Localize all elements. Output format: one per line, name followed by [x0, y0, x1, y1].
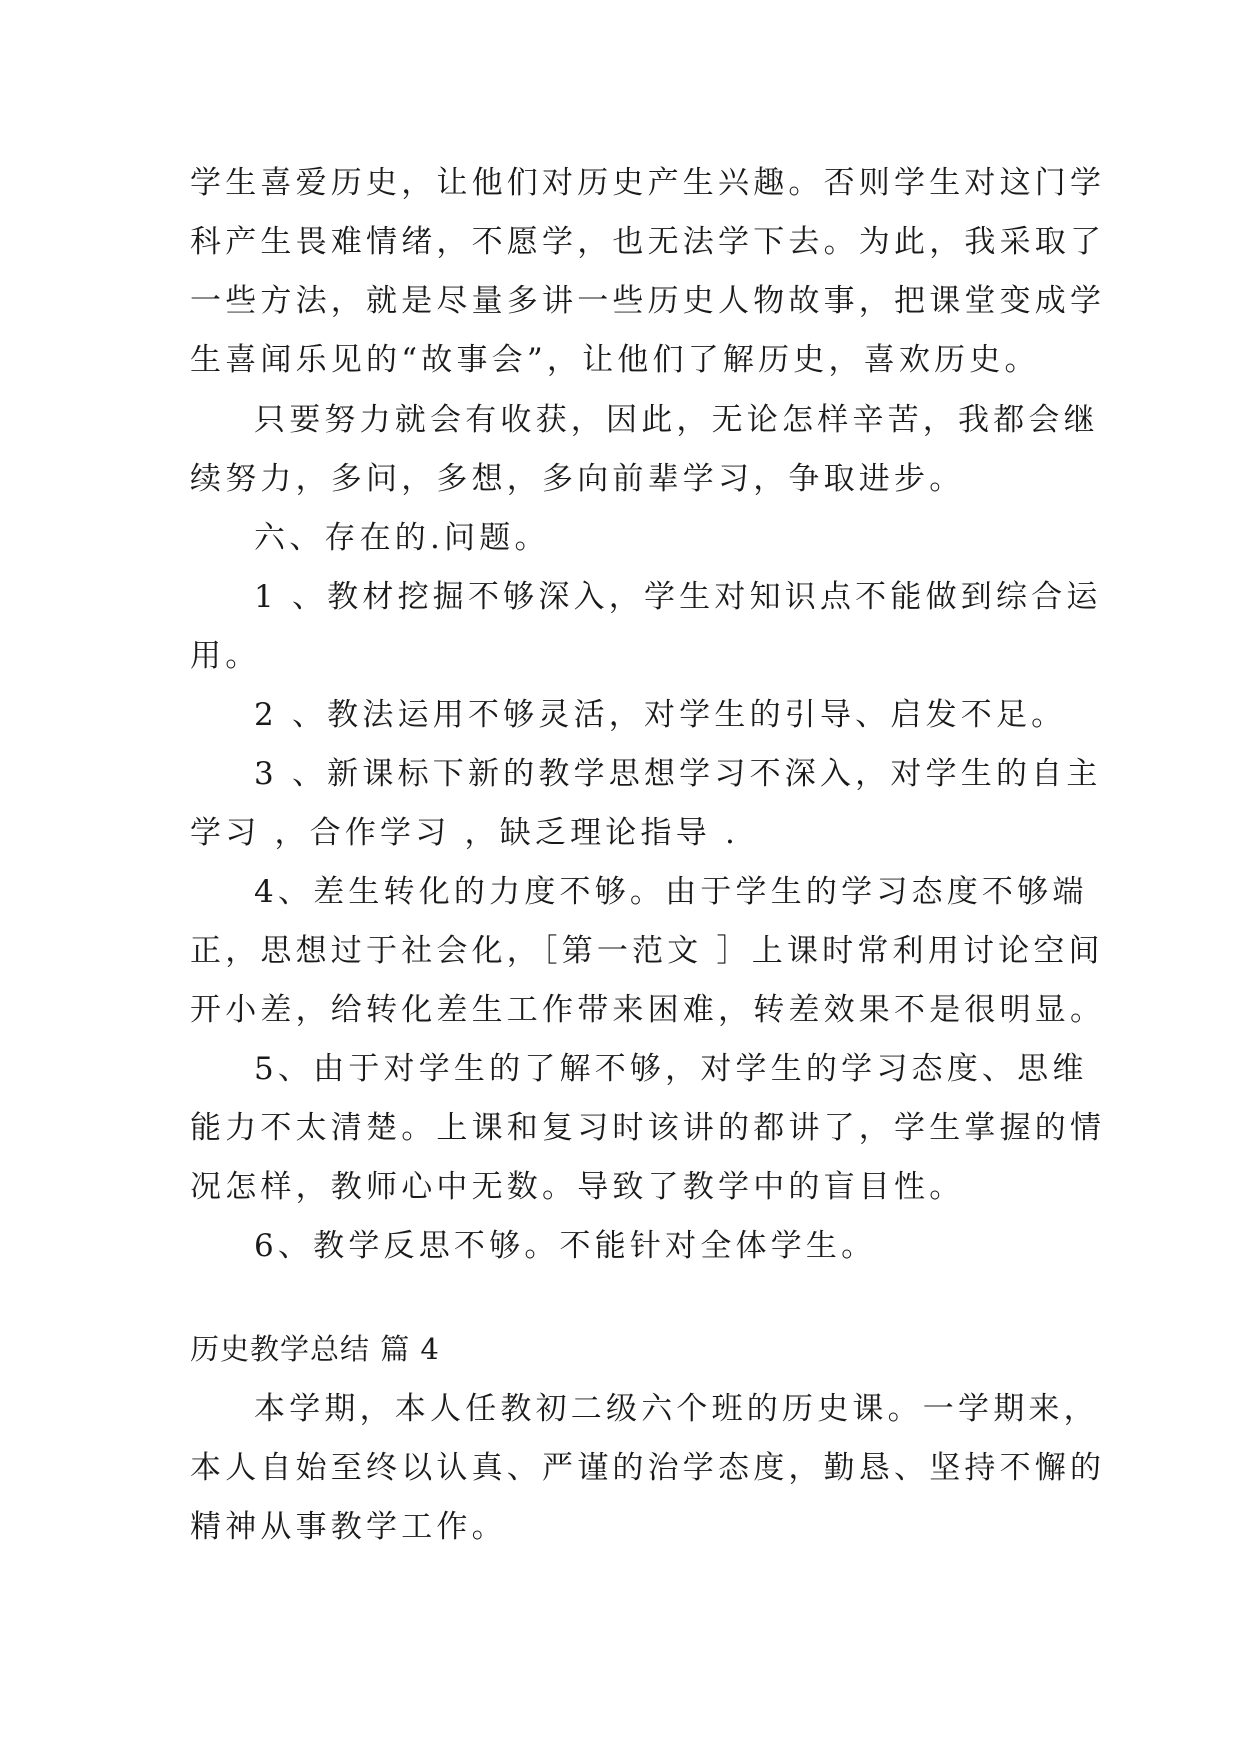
paragraph-line: 一些方法，就是尽量多讲一些历史人物故事，把课堂变成学 [190, 283, 1106, 319]
section-heading: 历史教学总结 篇 4 [190, 1332, 440, 1366]
list-item: 5、由于对学生的了解不够，对学生的学习态度、思维 [254, 1051, 1088, 1087]
list-heading: 六、存在的.问题。 [254, 520, 550, 556]
list-item-continuation: 学习 ，合作学习 ，缺乏理论指导 . [190, 815, 740, 851]
list-item-continuation: 开小差，给转化差生工作带来困难，转差效果不是很明显。 [190, 992, 1106, 1028]
paragraph-line: 精神从事教学工作。 [190, 1509, 507, 1545]
list-item: 6、教学反思不够。不能针对全体学生。 [254, 1228, 877, 1264]
paragraph-line: 学生喜爱历史，让他们对历史产生兴趣。否则学生对这门学 [190, 165, 1106, 201]
paragraph-line: 科产生畏难情绪，不愿学，也无法学下去。为此，我采取了 [190, 224, 1106, 260]
list-item-continuation: 能力不太清楚。上课和复习时该讲的都讲了，学生掌握的情 [190, 1110, 1106, 1146]
paragraph-line: 本人自始至终以认真、严谨的治学态度，勤恳、坚持不懈的 [190, 1450, 1106, 1486]
list-item-continuation: 况怎样，教师心中无数。导致了教学中的盲目性。 [190, 1169, 965, 1205]
paragraph-line: 生喜闻乐见的“故事会”，让他们了解历史，喜欢历史。 [190, 342, 1040, 378]
paragraph-line: 续努力，多问，多想，多向前辈学习，争取进步。 [190, 461, 965, 497]
paragraph-line: 只要努力就会有收获，因此，无论怎样辛苦，我都会继 [254, 402, 1099, 438]
list-item: 1 、教材挖掘不够深入，学生对知识点不能做到综合运 [254, 579, 1102, 615]
paragraph-line: 本学期，本人任教初二级六个班的历史课。一学期来， [254, 1391, 1099, 1427]
list-item-continuation: 正，思想过于社会化，［第一范文 ］上课时常利用讨论空间 [190, 933, 1104, 969]
list-item: 3 、新课标下新的教学思想学习不深入，对学生的自主 [254, 756, 1102, 792]
list-item-continuation: 用。 [190, 638, 261, 674]
list-item: 2 、教法运用不够灵活，对学生的引导、启发不足。 [254, 697, 1067, 733]
list-item: 4、差生转化的力度不够。由于学生的学习态度不够端 [254, 874, 1088, 910]
